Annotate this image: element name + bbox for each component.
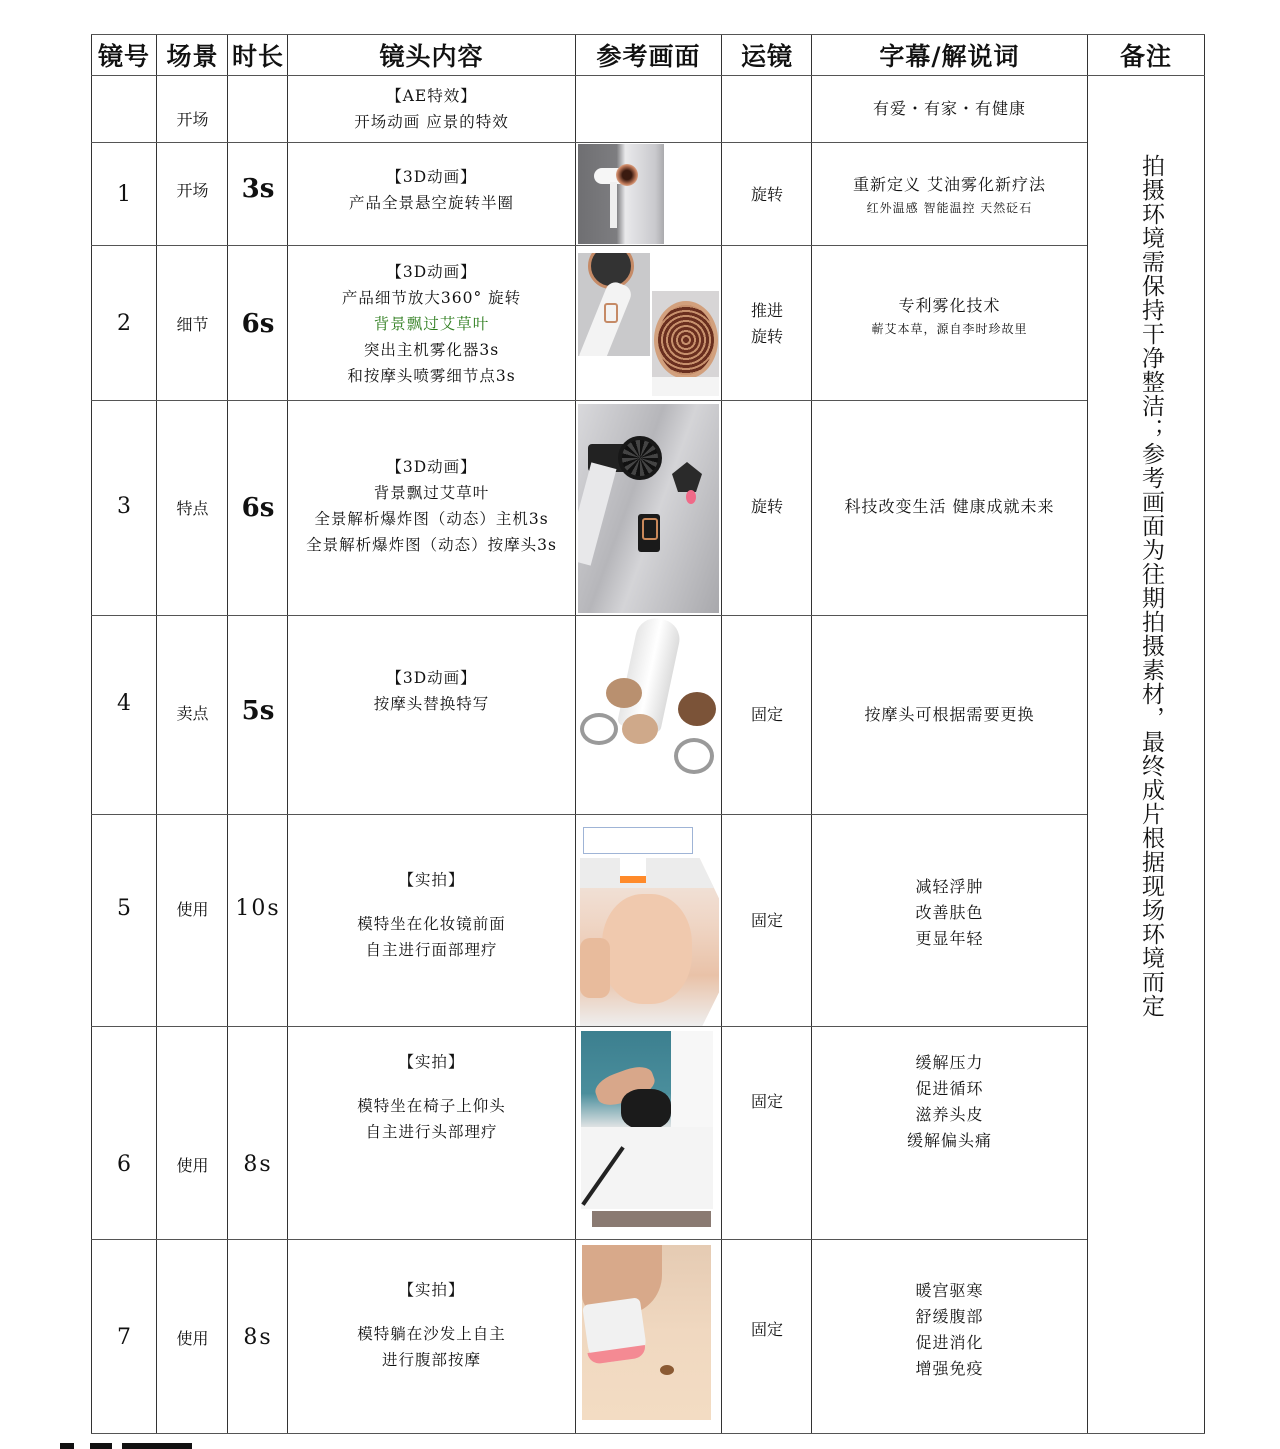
subtitle-sub: 红外温感 智能温控 天然砭石	[866, 200, 1033, 215]
header-duration: 时长	[231, 41, 284, 71]
row2-subtitle	[812, 246, 1087, 386]
content-line: 【实拍】	[398, 1053, 465, 1071]
row7-camera: 固定	[750, 1320, 783, 1339]
camera-move: 旋转	[750, 326, 783, 346]
subtitle-sub: 蕲艾本草，源自李时珍故里	[871, 322, 1028, 336]
reference-image-product-detail-2	[652, 291, 719, 396]
row5-camera: 固定	[750, 911, 783, 930]
subtitle-line: 改善肤色	[915, 903, 984, 922]
subtitle-line: 增强免疫	[915, 1359, 984, 1378]
content-line: 自主进行面部理疗	[365, 941, 498, 959]
row3-duration: 6s	[241, 493, 275, 523]
reference-image-head-treatment	[581, 1031, 713, 1209]
row6-duration: 8s	[243, 1151, 273, 1177]
row2-content	[288, 246, 575, 401]
subtitle-line: 滋养头皮	[915, 1105, 984, 1124]
content-line: 和按摩头喷雾细节点3s	[347, 366, 516, 385]
content-line: 【AE特效】	[386, 86, 477, 105]
footer-cutoff-text	[60, 1440, 200, 1449]
content-line: 【3D动画】	[386, 168, 477, 186]
subtitle-line: 促进消化	[915, 1333, 984, 1352]
row4-camera: 固定	[750, 705, 783, 724]
row7-scene: 使用	[176, 1328, 209, 1348]
row3-scene: 特点	[176, 498, 209, 518]
content-line: 自主进行头部理疗	[365, 1123, 498, 1141]
row5-duration: 10s	[235, 895, 281, 921]
content-line: 模特坐在椅子上仰头	[357, 1097, 506, 1115]
row5-scene: 使用	[176, 899, 209, 919]
row6-content	[288, 1027, 575, 1167]
row0-scene: 开场	[176, 109, 209, 129]
subtitle-line: 减轻浮肿	[915, 877, 984, 896]
subtitle-line: 缓解压力	[915, 1053, 984, 1072]
content-line: 进行腹部按摩	[381, 1351, 481, 1369]
row1-camera: 旋转	[750, 184, 783, 204]
row7-duration: 8s	[243, 1324, 273, 1350]
row3-content	[288, 401, 575, 611]
content-line: 【3D动画】	[386, 669, 477, 687]
reference-image-product-detail-1	[578, 253, 650, 356]
content-line: 开场动画 应景的特效	[354, 112, 509, 131]
row0-subtitle: 有爱・有家・有健康	[872, 98, 1026, 118]
subtitle-line: 促进循环	[915, 1079, 984, 1098]
row1-duration: 3s	[241, 174, 275, 204]
row1-content	[288, 143, 575, 237]
content-line: 按摩头替换特写	[373, 695, 490, 713]
subtitle-main: 重新定义 艾油雾化新疗法	[852, 174, 1047, 194]
row4-shot-no: 4	[117, 691, 131, 716]
row2-scene: 细节	[176, 315, 209, 334]
content-line: 模特躺在沙发上自主	[357, 1325, 506, 1343]
content-line: 【实拍】	[398, 871, 465, 889]
content-line: 【3D动画】	[386, 262, 477, 281]
grid-line	[575, 34, 576, 1434]
row4-duration: 5s	[241, 696, 275, 726]
reference-image-facial-treatment	[580, 858, 719, 1026]
row3-subtitle: 科技改变生活 健康成就未来	[844, 497, 1055, 516]
row6-subtitle	[812, 1027, 1087, 1177]
content-line: 全景解析爆炸图（动态）主机3s	[314, 510, 549, 528]
reference-image-product-render	[578, 144, 664, 244]
subtitle-line: 缓解偏头痛	[906, 1131, 992, 1150]
storyboard-table	[91, 34, 1205, 1434]
reference-image-exploded-view	[578, 404, 719, 613]
row1-scene: 开场	[176, 180, 209, 200]
row7-subtitle	[812, 1240, 1087, 1420]
content-line: 模特坐在化妆镜前面	[357, 915, 506, 933]
header-scene: 场景	[166, 41, 219, 71]
row6-scene: 使用	[176, 1155, 209, 1175]
subtitle-main: 专利雾化技术	[898, 296, 1001, 315]
row0-content	[288, 75, 575, 142]
row3-camera: 旋转	[750, 497, 783, 516]
content-line: 突出主机雾化器3s	[363, 340, 500, 359]
row7-content	[288, 1240, 575, 1410]
row2-duration: 6s	[241, 308, 275, 339]
reference-image-abdomen-massage	[582, 1245, 711, 1420]
reference-image-certificate	[583, 827, 693, 854]
row5-shot-no: 5	[117, 895, 131, 921]
row1-shot-no: 1	[117, 182, 131, 207]
header-remark: 备注	[1119, 41, 1172, 71]
reference-image-massage-heads	[578, 618, 719, 788]
subtitle-line: 暖宫驱寒	[915, 1281, 984, 1300]
subtitle-line: 更显年轻	[915, 929, 984, 948]
header-shot-no: 镜号	[97, 41, 150, 71]
content-line: 产品全景悬空旋转半圈	[348, 194, 514, 212]
row4-scene: 卖点	[176, 703, 209, 723]
row2-shot-no: 2	[117, 311, 131, 336]
remark-note: 拍摄环境需保持干净整洁；参考画面为往期拍摄素材，最终成片根据现场环境而定	[1138, 154, 1164, 1018]
content-line: 背景飘过艾草叶	[373, 484, 490, 502]
content-line: 【3D动画】	[386, 458, 477, 476]
header-camera-move: 运镜	[740, 41, 793, 71]
subtitle-line: 舒缓腹部	[915, 1307, 984, 1326]
row4-content	[288, 616, 575, 766]
row6-camera: 固定	[750, 1092, 783, 1111]
grid-line	[1204, 34, 1205, 1434]
content-line: 【实拍】	[398, 1281, 465, 1299]
grid-line	[1087, 34, 1088, 1434]
header-subtitle: 字幕/解说词	[879, 41, 1020, 71]
content-line-highlight: 背景飘过艾草叶	[373, 314, 490, 333]
row5-subtitle	[812, 815, 1087, 1011]
header-reference: 参考画面	[596, 41, 701, 71]
row4-subtitle: 按摩头可根据需要更换	[864, 705, 1035, 724]
reference-image-floor-strip	[592, 1211, 711, 1227]
row3-shot-no: 3	[117, 493, 131, 519]
row5-content	[288, 815, 575, 1015]
row1-subtitle	[812, 143, 1087, 246]
row2-camera	[722, 246, 812, 401]
content-line: 全景解析爆炸图（动态）按摩头3s	[306, 536, 557, 554]
row7-shot-no: 7	[117, 1324, 131, 1350]
content-line: 产品细节放大360° 旋转	[341, 288, 522, 307]
row6-shot-no: 6	[117, 1151, 131, 1177]
header-shot-content: 镜头内容	[379, 41, 484, 71]
camera-move: 推进	[750, 300, 783, 320]
